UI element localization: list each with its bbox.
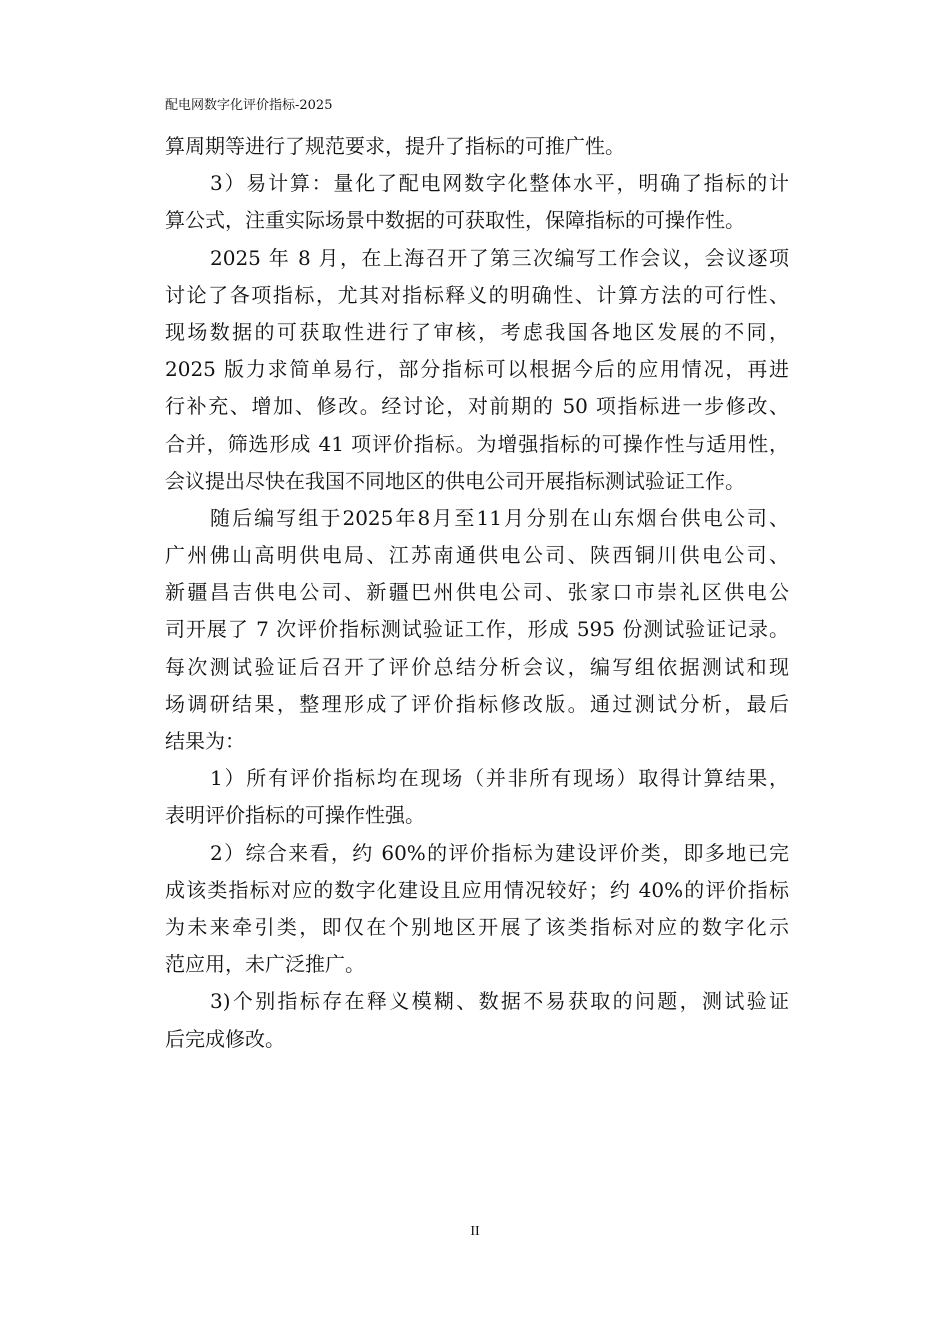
- text-line: 现场数据的可获取性进行了审核，考虑我国各地区发展的不同，: [165, 319, 789, 344]
- text-line: 3）易计算：量化了配电网数字化整体水平，明确了指标的计: [210, 171, 789, 196]
- text-line: 算周期等进行了规范要求，提升了指标的可推广性。: [165, 134, 625, 158]
- text-line: 1）所有评价指标均在现场（并非所有现场）取得计算结果，: [210, 766, 789, 791]
- text-line: 成该类指标对应的数字化建设且应用情况较好；约 40%的评价指标: [165, 877, 789, 902]
- text-line: 每次测试验证后召开了评价总结分析会议，编写组依据测试和现: [165, 654, 789, 679]
- page-number: II: [470, 1224, 480, 1239]
- running-header: 配电网数字化评价指标-2025: [165, 98, 333, 113]
- text-line: 后完成修改。: [165, 1026, 285, 1051]
- text-line: 合并，筛选形成 41 项评价指标。为增强指标的可操作性与适用性，: [165, 431, 789, 456]
- text-line: 讨论了各项指标，尤其对指标释义的明确性、计算方法的可行性、: [165, 282, 789, 307]
- text-line: 2025 年 8 月，在上海召开了第三次编写工作会议，会议逐项: [210, 245, 789, 270]
- text-line: 2025 版力求简单易行，部分指标可以根据今后的应用情况，再进: [165, 357, 789, 382]
- text-line: 为未来牵引类，即仅在个别地区开展了该类指标对应的数字化示: [165, 914, 789, 939]
- text-line: 随后编写组于2025年8月至11月分别在山东烟台供电公司、: [210, 505, 789, 530]
- text-line: 场调研结果，整理形成了评价指标修改版。通过测试分析，最后: [165, 691, 789, 716]
- text-line: 算公式，注重实际场景中数据的可获取性，保障指标的可操作性。: [165, 208, 745, 233]
- text-line: 表明评价指标的可操作性强。: [165, 803, 425, 828]
- text-line: 结果为：: [165, 729, 245, 753]
- text-line: 范应用，未广泛推广。: [165, 952, 365, 977]
- body-text: [165, 128, 789, 1058]
- text-line: 行补充、增加、修改。经讨论，对前期的 50 项指标进一步修改、: [165, 394, 789, 419]
- text-line: 会议提出尽快在我国不同地区的供电公司开展指标测试验证工作。: [165, 468, 745, 493]
- text-line: 广州佛山高明供电局、江苏南通供电公司、陕西铜川供电公司、: [165, 543, 789, 568]
- text-line: 2）综合来看，约 60%的评价指标为建设评价类，即多地已完: [210, 840, 789, 865]
- text-line: 新疆昌吉供电公司、新疆巴州供电公司、张家口市崇礼区供电公: [165, 580, 789, 605]
- text-line: 司开展了 7 次评价指标测试验证工作，形成 595 份测试验证记录。: [165, 617, 789, 642]
- text-line: 3)个别指标存在释义模糊、数据不易获取的问题，测试验证: [210, 989, 789, 1014]
